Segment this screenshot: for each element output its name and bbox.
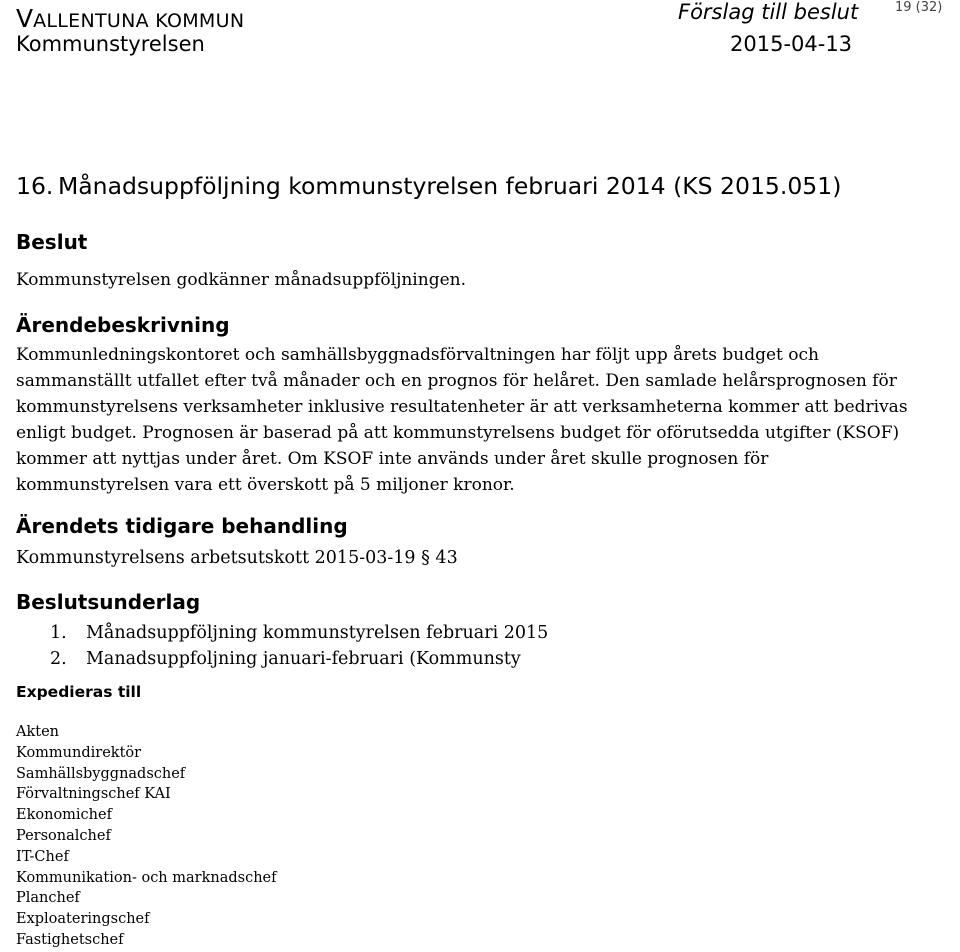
description-line: kommunstyrelsen vara ett överskott på 5 miljoner kronor. bbox=[16, 475, 515, 495]
dispatch-recipient: Exploateringschef bbox=[16, 911, 150, 928]
page-number: 19 (32) bbox=[895, 0, 943, 15]
department-name: Kommunstyrelsen bbox=[16, 32, 205, 56]
list-item bbox=[50, 646, 548, 672]
dispatch-list bbox=[16, 722, 276, 951]
description-heading: Ärendebeskrivning bbox=[16, 313, 230, 337]
list-item-text: Manadsuppfoljning januari-februari (Kommunsty bbox=[86, 649, 521, 669]
dispatch-recipient: Personalchef bbox=[16, 827, 111, 844]
dispatch-recipient: Planchef bbox=[16, 890, 80, 907]
dispatch-recipient: Akten bbox=[16, 724, 60, 740]
organization-name bbox=[16, 4, 244, 33]
description-paragraph bbox=[16, 342, 946, 498]
description-line: kommer att nyttjas under året. Om KSOF inte används under året skulle prognosen för bbox=[16, 449, 769, 469]
list-item-number: 1. bbox=[50, 623, 67, 643]
list-item bbox=[50, 620, 548, 646]
dispatch-recipient: Ekonomichef bbox=[16, 807, 112, 824]
dispatch-recipient: Kommundirektör bbox=[16, 744, 142, 761]
basis-list bbox=[50, 620, 548, 672]
item-heading bbox=[16, 172, 841, 200]
organization-initial: V bbox=[16, 4, 34, 33]
dispatch-recipient: Fastighetschef bbox=[16, 931, 124, 948]
dispatch-recipient: Samhällsbyggnadschef bbox=[16, 765, 186, 782]
description-line: sammanställt utfallet efter två månader och en prognos för helåret. Den samlade helårsprognosen för bbox=[16, 371, 897, 391]
list-item-text: Månadsuppföljning kommunstyrelsen februari 2015 bbox=[86, 623, 549, 643]
decision-heading: Beslut bbox=[16, 230, 88, 254]
history-text: Kommunstyrelsens arbetsutskott 2015-03-19 § 43 bbox=[16, 548, 458, 568]
description-line: kommunstyrelsens verksamheter inklusive resultatenheter är att verksamheterna kommer att bedrivas bbox=[16, 397, 908, 417]
organization-name-rest: ALLENTUNA KOMMUN bbox=[33, 10, 245, 32]
item-number: 16. bbox=[16, 172, 54, 200]
description-line: Kommunledningskontoret och samhällsbyggnadsförvaltningen har följt upp årets budget och bbox=[16, 345, 819, 365]
decision-text: Kommunstyrelsen godkänner månadsuppföljningen. bbox=[16, 270, 466, 290]
history-heading: Ärendets tidigare behandling bbox=[16, 514, 348, 538]
dispatch-recipient: Kommunikation- och marknadschef bbox=[16, 869, 277, 886]
document-date: 2015-04-13 bbox=[730, 32, 853, 56]
document-status: Förslag till beslut bbox=[678, 0, 859, 24]
dispatch-heading: Expedieras till bbox=[16, 683, 142, 701]
description-line: enligt budget. Prognosen är baserad på att kommunstyrelsens budget för oförutsedda utgifter (KSOF) bbox=[16, 423, 900, 443]
list-item-number: 2. bbox=[50, 649, 67, 669]
basis-heading: Beslutsunderlag bbox=[16, 590, 201, 614]
item-title: Månadsuppföljning kommunstyrelsen februari 2014 (KS 2015.051) bbox=[58, 172, 842, 200]
dispatch-recipient: IT-Chef bbox=[16, 848, 69, 865]
dispatch-recipient: Förvaltningschef KAI bbox=[16, 786, 171, 803]
